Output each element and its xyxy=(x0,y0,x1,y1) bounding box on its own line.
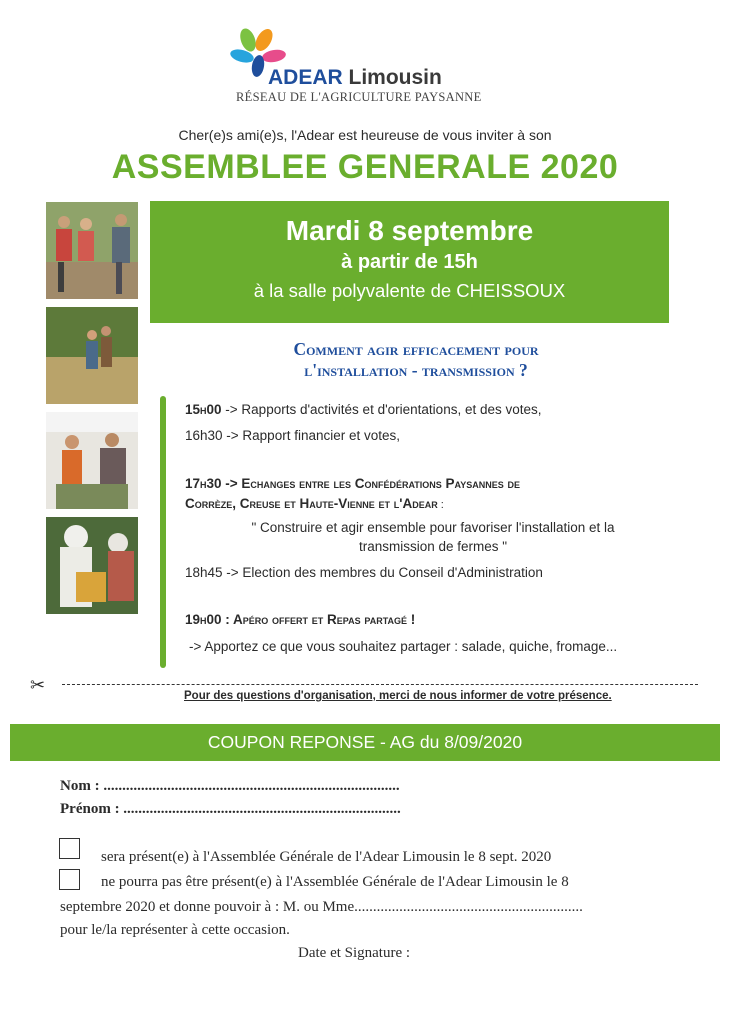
photo-column xyxy=(46,202,138,622)
program-item-5-time: 19h00 xyxy=(185,612,222,627)
event-date-box xyxy=(150,201,669,323)
program-item-3-time: 17h30 xyxy=(185,476,222,491)
program-item-5 xyxy=(185,612,415,627)
proxy-option-line3: pour le/la représenter à cette occasion. xyxy=(60,922,290,938)
program-item-1-time: 15h00 xyxy=(185,402,222,417)
program-item-1 xyxy=(185,402,542,417)
program-item-1-text: -> Rapports d'activités et d'orientations, et des votes, xyxy=(221,402,542,417)
logo xyxy=(228,26,482,106)
date-signature-label: Date et Signature : xyxy=(298,945,411,961)
theme-question xyxy=(206,339,626,381)
intro-text: Cher(e)s ami(e)s, l'Adear est heureuse de vous inviter à son xyxy=(178,127,552,143)
program-quote-line2: transmission de fermes " xyxy=(358,539,508,554)
theme-question-line2: l'installation - transmission ? xyxy=(304,360,528,380)
program-item-2: 16h30 -> Rapport financier et votes, xyxy=(185,428,401,443)
program-item-3 xyxy=(185,476,520,491)
program-item-3-colon: : xyxy=(437,499,444,511)
photo-field-work xyxy=(46,307,138,404)
firstname-field[interactable]: Prénom : .......................................................................... xyxy=(60,801,401,817)
theme-question-line1: Comment agir efficacement pour xyxy=(293,339,539,359)
logo-title xyxy=(268,66,442,90)
program-item-3-text: -> Echanges entre les Confédérations Paysannes de xyxy=(221,476,520,491)
logo-subtitle: RÉSEAU DE L'AGRICULTURE PAYSANNE xyxy=(236,90,482,104)
photo-market-stall xyxy=(46,412,138,509)
attend-option-label: sera présent(e) à l'Assemblée Générale de l'Adear Limousin le 8 sept. 2020 xyxy=(101,849,552,865)
program-item-3-orgs: Corrèze, Creuse et Haute-Vienne et l'Adear xyxy=(185,496,438,511)
headline: ASSEMBLEE GENERALE 2020 xyxy=(111,148,619,186)
event-time: à partir de 15h xyxy=(341,251,478,273)
proxy-option-line2: septembre 2020 et donne pouvoir à : M. ou Mme............................................................. xyxy=(60,899,583,915)
event-place: à la salle polyvalente de CHEISSOUX xyxy=(253,280,566,301)
proxy-checkbox[interactable] xyxy=(59,869,80,890)
program-item-4: 18h45 -> Election des membres du Conseil d'Administration xyxy=(185,565,543,580)
cut-line xyxy=(62,684,698,685)
organisation-note: Pour des questions d'organisation, merci de nous informer de votre présence. xyxy=(184,690,612,702)
logo-region: Limousin xyxy=(348,66,442,89)
photo-farmers-group xyxy=(46,202,138,299)
proxy-option-line1: ne pourra pas être présent(e) à l'Assemblée Générale de l'Adear Limousin le 8 xyxy=(101,874,569,890)
program-item-3-line2 xyxy=(185,496,444,511)
program-accent-bar xyxy=(160,396,166,668)
program-quote-line1: " Construire et agir ensemble pour favoriser l'installation et la xyxy=(251,520,615,535)
scissors-icon: ✂ xyxy=(30,675,46,695)
program-item-5-note: -> Apportez ce que vous souhaitez partager : salade, quiche, fromage... xyxy=(189,639,618,654)
program-item-5-text: : Apéro offert et Repas partagé ! xyxy=(221,612,416,627)
logo-brand: ADEAR xyxy=(268,66,343,89)
photo-beekeeping xyxy=(46,517,138,614)
event-date: Mardi 8 septembre xyxy=(285,215,534,246)
coupon-header: COUPON REPONSE - AG du 8/09/2020 xyxy=(10,724,720,761)
name-field[interactable]: Nom : ............................................................................... xyxy=(60,778,400,794)
attend-checkbox[interactable] xyxy=(59,838,80,859)
